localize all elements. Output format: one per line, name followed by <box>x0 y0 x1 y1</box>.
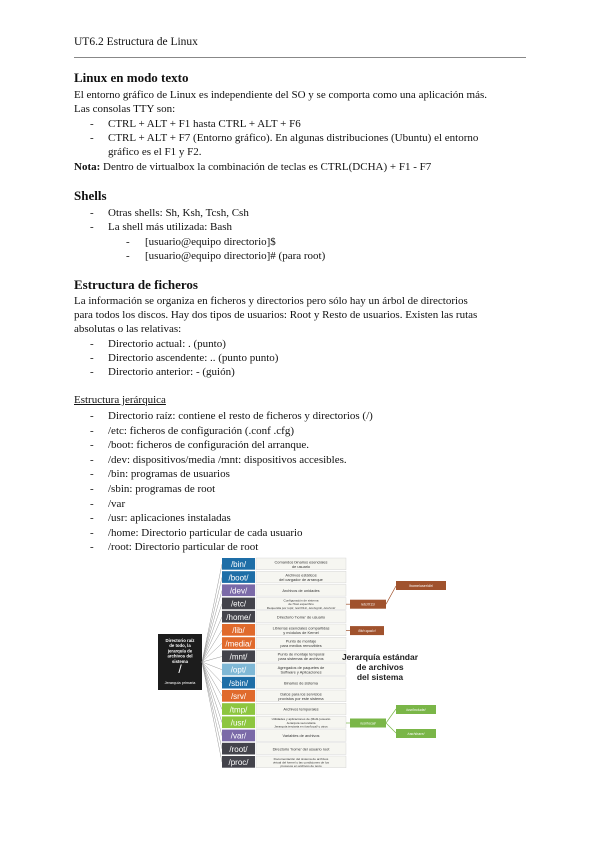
desc-text: Directorio 'home' del usuario root <box>272 746 330 752</box>
hierarchy-item: /sbin: programas de root <box>108 483 216 495</box>
section-title-texto: Linux en modo texto <box>74 70 189 85</box>
tag-usr-text: /usr/local/ <box>360 721 376 726</box>
desc-text: Librerías esenciales compartidas <box>272 625 330 631</box>
dir-label: /media/ <box>225 639 252 649</box>
bullet-dash: - <box>90 352 94 364</box>
list-item: Directorio ascendente: .. (punto punto) <box>108 352 279 364</box>
subsection-title-jerarquica: Estructura jerárquica <box>74 394 166 406</box>
root-box-text: Directorio raíz <box>165 638 195 643</box>
dir-label: /home/ <box>226 612 251 622</box>
list-item: La shell más utilizada: Bash <box>108 221 233 233</box>
list-item: Otras shells: Sh, Ksh, Tcsh, Csh <box>108 207 249 219</box>
dir-label: /opt/ <box>230 665 247 675</box>
paragraph: Las consolas TTY son: <box>74 103 176 115</box>
sub-list-item: [usuario@equipo directorio]# (para root) <box>145 250 326 262</box>
root-box-text: sistema <box>171 658 189 664</box>
desc-text: Documentación del sistema de archivos <box>273 756 329 761</box>
tag-line <box>386 586 396 604</box>
dir-label: /proc/ <box>228 758 249 768</box>
list-item: Directorio anterior: - (guión) <box>108 366 235 378</box>
desc-text: Configuración de sistema <box>283 598 319 603</box>
desc-text: Utilidades y aplicaciones de (Multi-)usuario <box>271 717 331 722</box>
bullet-dash: - <box>90 468 94 481</box>
desc-text: provistos por este sistema <box>278 695 324 701</box>
hierarchy-item: /bin: programas de usuarios <box>108 468 230 481</box>
desc-text: Variables de archivos <box>282 733 320 739</box>
connector-line <box>202 662 222 762</box>
bullet-dash: - <box>90 338 94 350</box>
connector-line <box>202 577 222 662</box>
connector-line <box>202 662 222 749</box>
desc-text: Agregados de paquetes de <box>277 664 325 670</box>
hierarchy-item: /boot: ficheros de configuración del arranque. <box>108 439 309 452</box>
desc-text: Binarios de sistema <box>284 680 318 686</box>
list-item: CTRL + ALT + F7 (Entorno gráfico). En algunas distribuciones (Ubuntu) el entorno <box>108 132 479 144</box>
desc-text: del cargador de arranque <box>279 576 323 582</box>
header-rule <box>74 57 526 58</box>
note-text: Dentro de virtualbox la combinación de teclas es CTRL(DCHA) + F1 - F7 <box>100 161 432 173</box>
desc-text: Archivos de unidades <box>282 587 320 593</box>
note <box>74 160 431 174</box>
sub-list-item: [usuario@equipo directorio]$ <box>145 236 276 248</box>
desc-text: Archivos temporales <box>283 706 319 712</box>
desc-text: Software y Aplicaciones <box>280 669 322 675</box>
bullet-dash: - <box>90 132 94 144</box>
fhs-diagram <box>158 556 458 770</box>
dir-label: /usr/ <box>230 718 247 728</box>
bullet-dash: - <box>126 236 130 248</box>
hierarchy-item: /home: Directorio particular de cada usuario <box>108 526 303 539</box>
bullet-dash: - <box>90 424 94 437</box>
desc-text: Directorio 'home' de usuario <box>276 614 326 620</box>
connector-line <box>202 591 222 663</box>
bullet-dash: - <box>90 541 94 554</box>
tag-usr2-text: /usr/share/ <box>407 731 425 736</box>
paragraph: absolutas o las relativas: <box>74 323 182 335</box>
section-title-ficheros: Estructura de ficheros <box>74 277 198 292</box>
tag-line <box>386 723 396 733</box>
diagram-title: Jerarquía estándar <box>341 652 419 662</box>
desc-text: para medios removibles <box>280 642 322 648</box>
desc-text: Requerida por /opt/, /etc/X11/, /etc/sgml/, /etc/xml/ <box>266 605 336 610</box>
dir-label: /mnt/ <box>229 652 248 662</box>
tag-etc2-text: /home/user/dir/ <box>409 583 433 588</box>
list-item: Directorio actual: . (punto) <box>108 338 226 350</box>
paragraph: para todos los discos. Hay dos tipos de usuarios: Root y Resto de usuarios. Existen las rutas <box>74 309 478 321</box>
bullet-dash: - <box>90 410 94 422</box>
bullet-dash: - <box>90 497 94 510</box>
bullet-dash: - <box>90 526 94 539</box>
paragraph: La información se organiza en ficheros y directorios pero sólo hay un árbol de directorios <box>74 295 468 307</box>
hierarchy-item: /root: Directorio particular de root <box>108 541 259 554</box>
section-title-shells: Shells <box>74 188 107 203</box>
hierarchy-item: /etc: ficheros de configuración (.conf .cfg) <box>108 424 294 437</box>
root-box-text: de todo, la <box>169 643 191 649</box>
desc-text: Punto de montaje <box>285 638 317 644</box>
hierarchy-item: /var <box>108 497 126 510</box>
dir-label: /root/ <box>229 744 248 754</box>
root-foot: Jerarquía primaria <box>164 681 196 685</box>
dir-label: /var/ <box>230 731 247 741</box>
tag-etc-text: /etc/X11/ <box>361 602 375 607</box>
desc-text: virtual del kernel y las condiciones de los <box>272 760 330 765</box>
tag-lib-text: /lib/<qual>/ <box>358 628 376 633</box>
dir-label: /etc/ <box>230 599 247 609</box>
diagram-title: de archivos <box>356 662 404 672</box>
root-box-text: archivos del <box>167 653 193 659</box>
paragraph: El entorno gráfico de Linux es independiente del SO y se comporta como una aplicación más. <box>74 89 487 101</box>
dir-label: /bin/ <box>230 560 247 570</box>
desc-text: Datos para los servicios <box>280 691 322 697</box>
desc-text: Comandos binarios esenciales <box>274 559 328 565</box>
tag-line <box>386 709 396 723</box>
page-header: UT6.2 Estructura de Linux <box>74 36 198 48</box>
root-slash: / <box>178 662 182 676</box>
root-box-text: jerarquía de <box>167 648 193 654</box>
bullet-dash: - <box>90 366 94 378</box>
dir-label: /dev/ <box>229 586 248 596</box>
desc-text: Jerarquía terciaria en /usr/local/ y otros <box>274 724 328 729</box>
diagram-title: del sistema <box>356 672 404 682</box>
desc-text: Archivos estáticos <box>285 572 317 578</box>
dir-label: /lib/ <box>232 626 245 636</box>
desc-text: de usuario <box>291 563 311 569</box>
dir-label: /srv/ <box>230 692 247 702</box>
dir-label: /boot/ <box>228 573 249 583</box>
hierarchy-item: /dev: dispositivos/media /mnt: dispositivos accesibles. <box>108 453 347 466</box>
tag-usr1-text: /usr/include/ <box>406 707 426 712</box>
connector-line <box>202 617 222 662</box>
connector-line <box>202 662 222 696</box>
note-label: Nota: <box>74 161 101 173</box>
bullet-dash: - <box>90 512 94 525</box>
desc-text: Jerarquía secundaria <box>286 720 316 725</box>
bullet-dash: - <box>126 250 130 262</box>
connector-line <box>202 662 222 709</box>
connector-line <box>202 662 222 723</box>
bullet-dash: - <box>90 439 94 452</box>
bullet-dash: - <box>90 118 94 130</box>
bullet-dash: - <box>90 453 94 466</box>
desc-text: para sistemas de archivos <box>278 656 324 662</box>
desc-text: de Host específico <box>288 602 314 607</box>
bullet-dash: - <box>90 207 94 219</box>
list-item-continued: gráfico es el F1 y F2. <box>108 146 202 158</box>
bullet-dash: - <box>90 483 94 495</box>
hierarchy-item: /usr: aplicaciones instaladas <box>108 512 231 525</box>
bullet-dash: - <box>90 221 94 233</box>
connector-line <box>202 662 222 736</box>
dir-label: /tmp/ <box>229 705 248 715</box>
desc-text: y módulos de Kernel <box>283 629 319 635</box>
desc-text: procesos en archivos de texto <box>280 764 322 769</box>
dir-label: /sbin/ <box>228 678 249 688</box>
desc-text: Punto de montaje temporal <box>277 651 325 657</box>
hierarchy-item: Directorio raíz: contiene el resto de ficheros y directorios (/) <box>108 410 373 422</box>
list-item: CTRL + ALT + F1 hasta CTRL + ALT + F6 <box>108 118 301 130</box>
